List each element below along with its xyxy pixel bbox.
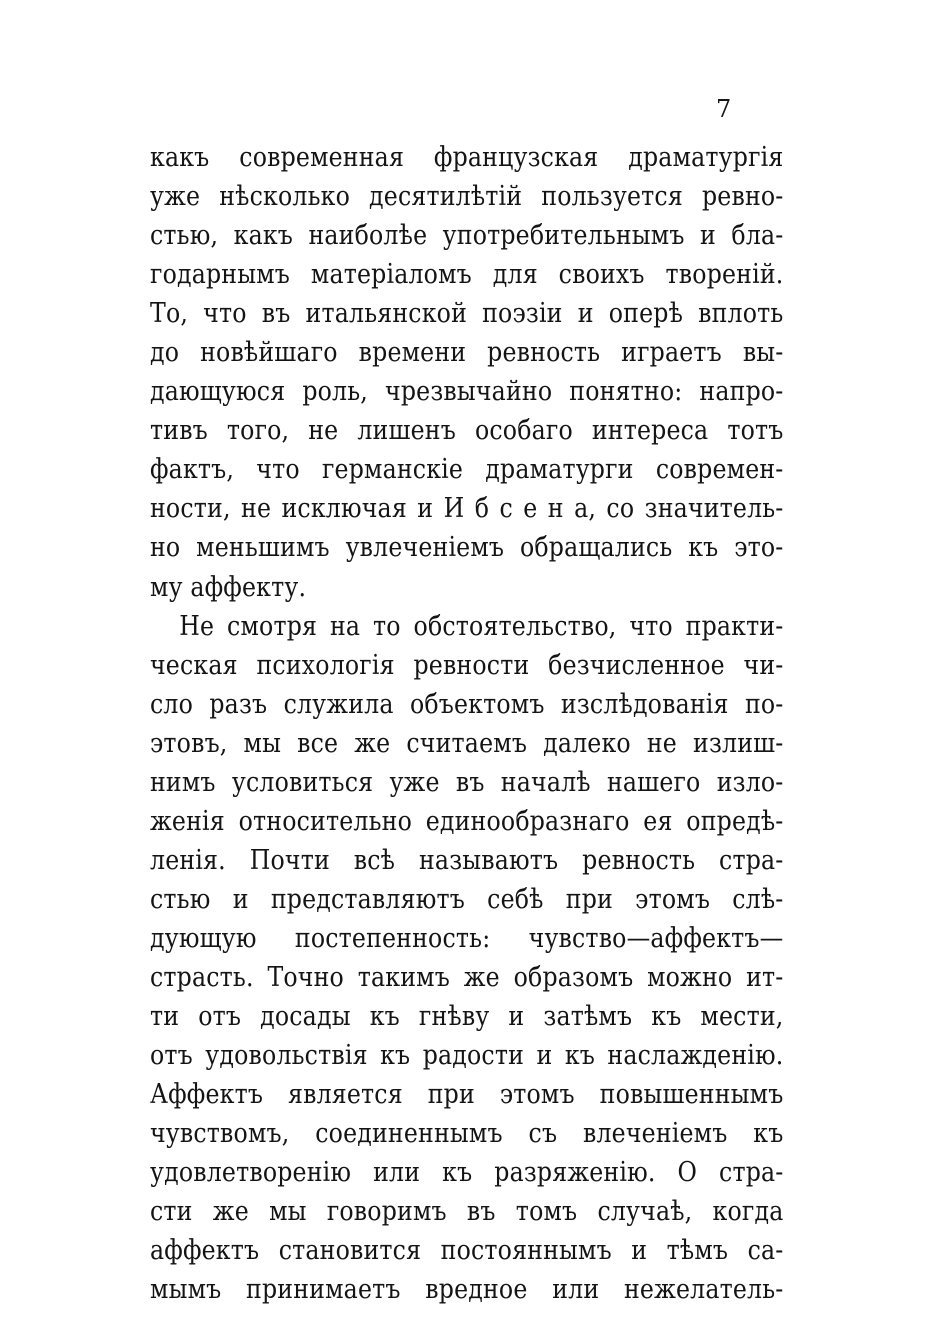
text-line: стью, какъ наиболѣе употребительнымъ и бла- (150, 219, 784, 252)
text-line: дающуюся роль, чрезвычайно понятно: напро- (150, 375, 784, 408)
text-line: стью и представляютъ себѣ при этомъ слѣ- (150, 882, 784, 915)
text-line: но меньшимъ увлеченіемъ обращались къ это- (150, 531, 784, 564)
text-line: мымъ принимаетъ вредное или нежелатель- (150, 1273, 784, 1306)
text-line: тивъ того, не лишенъ особаго интереса тотъ (150, 414, 784, 447)
text-line: аффектъ становится постояннымъ и тѣмъ са- (150, 1234, 784, 1267)
text-line: фактъ, что германскіе драматурги современ- (150, 453, 784, 486)
text-line: чувствомъ, соединеннымъ съ влеченіемъ къ (150, 1117, 784, 1150)
text-line: женія относительно единообразнаго ея опредѣ- (150, 804, 784, 837)
text-line: ческая психологія ревности безчисленное чи- (150, 648, 784, 681)
text-line: сти же мы говоримъ въ томъ случаѣ, когда (150, 1195, 784, 1228)
text-line: дующую постепенность: чувство—аффектъ— (150, 921, 784, 954)
body-text (150, 138, 785, 1309)
text-line: Аффектъ является при этомъ повышеннымъ (150, 1078, 784, 1111)
text-line: сло разъ служила объектомъ изслѣдованія по- (150, 687, 784, 720)
text-line: отъ удовольствія къ радости и къ наслажденію. (150, 1039, 784, 1072)
text-line: удовлетворенію или къ разряженію. О стра- (150, 1156, 784, 1189)
page-number: 7 (716, 95, 732, 123)
text-line: ленія. Почти всѣ называютъ ревность стра- (150, 843, 784, 876)
text-line: этовъ, мы все же считаемъ далеко не излиш- (150, 726, 784, 759)
text-line: уже нѣсколько десятилѣтій пользуется ревно- (150, 180, 784, 213)
text-line: му аффекту. (150, 570, 307, 603)
text-line: страсть. Точно такимъ же образомъ можно ит- (150, 960, 784, 993)
text-line: годарнымъ матеріаломъ для своихъ твореній. (150, 258, 784, 291)
text-line: То, что въ итальянской поэзіи и оперѣ вплоть (150, 297, 784, 330)
paragraph-1 (150, 138, 785, 607)
paragraph-2 (150, 607, 785, 1310)
text-line: до новѣйшаго времени ревность играетъ вы- (150, 336, 784, 369)
text-line: какъ современная французская драматургія (150, 141, 784, 173)
text-line: Не смотря на то обстоятельство, что практи- (179, 609, 784, 642)
text-line: ти отъ досады къ гнѣву и затѣмъ къ мести, (150, 1000, 784, 1033)
text-line: ности, не исключая и И б с е н а, со значитель- (150, 492, 784, 525)
text-line: нимъ условиться уже въ началѣ нашего изло- (150, 765, 784, 798)
